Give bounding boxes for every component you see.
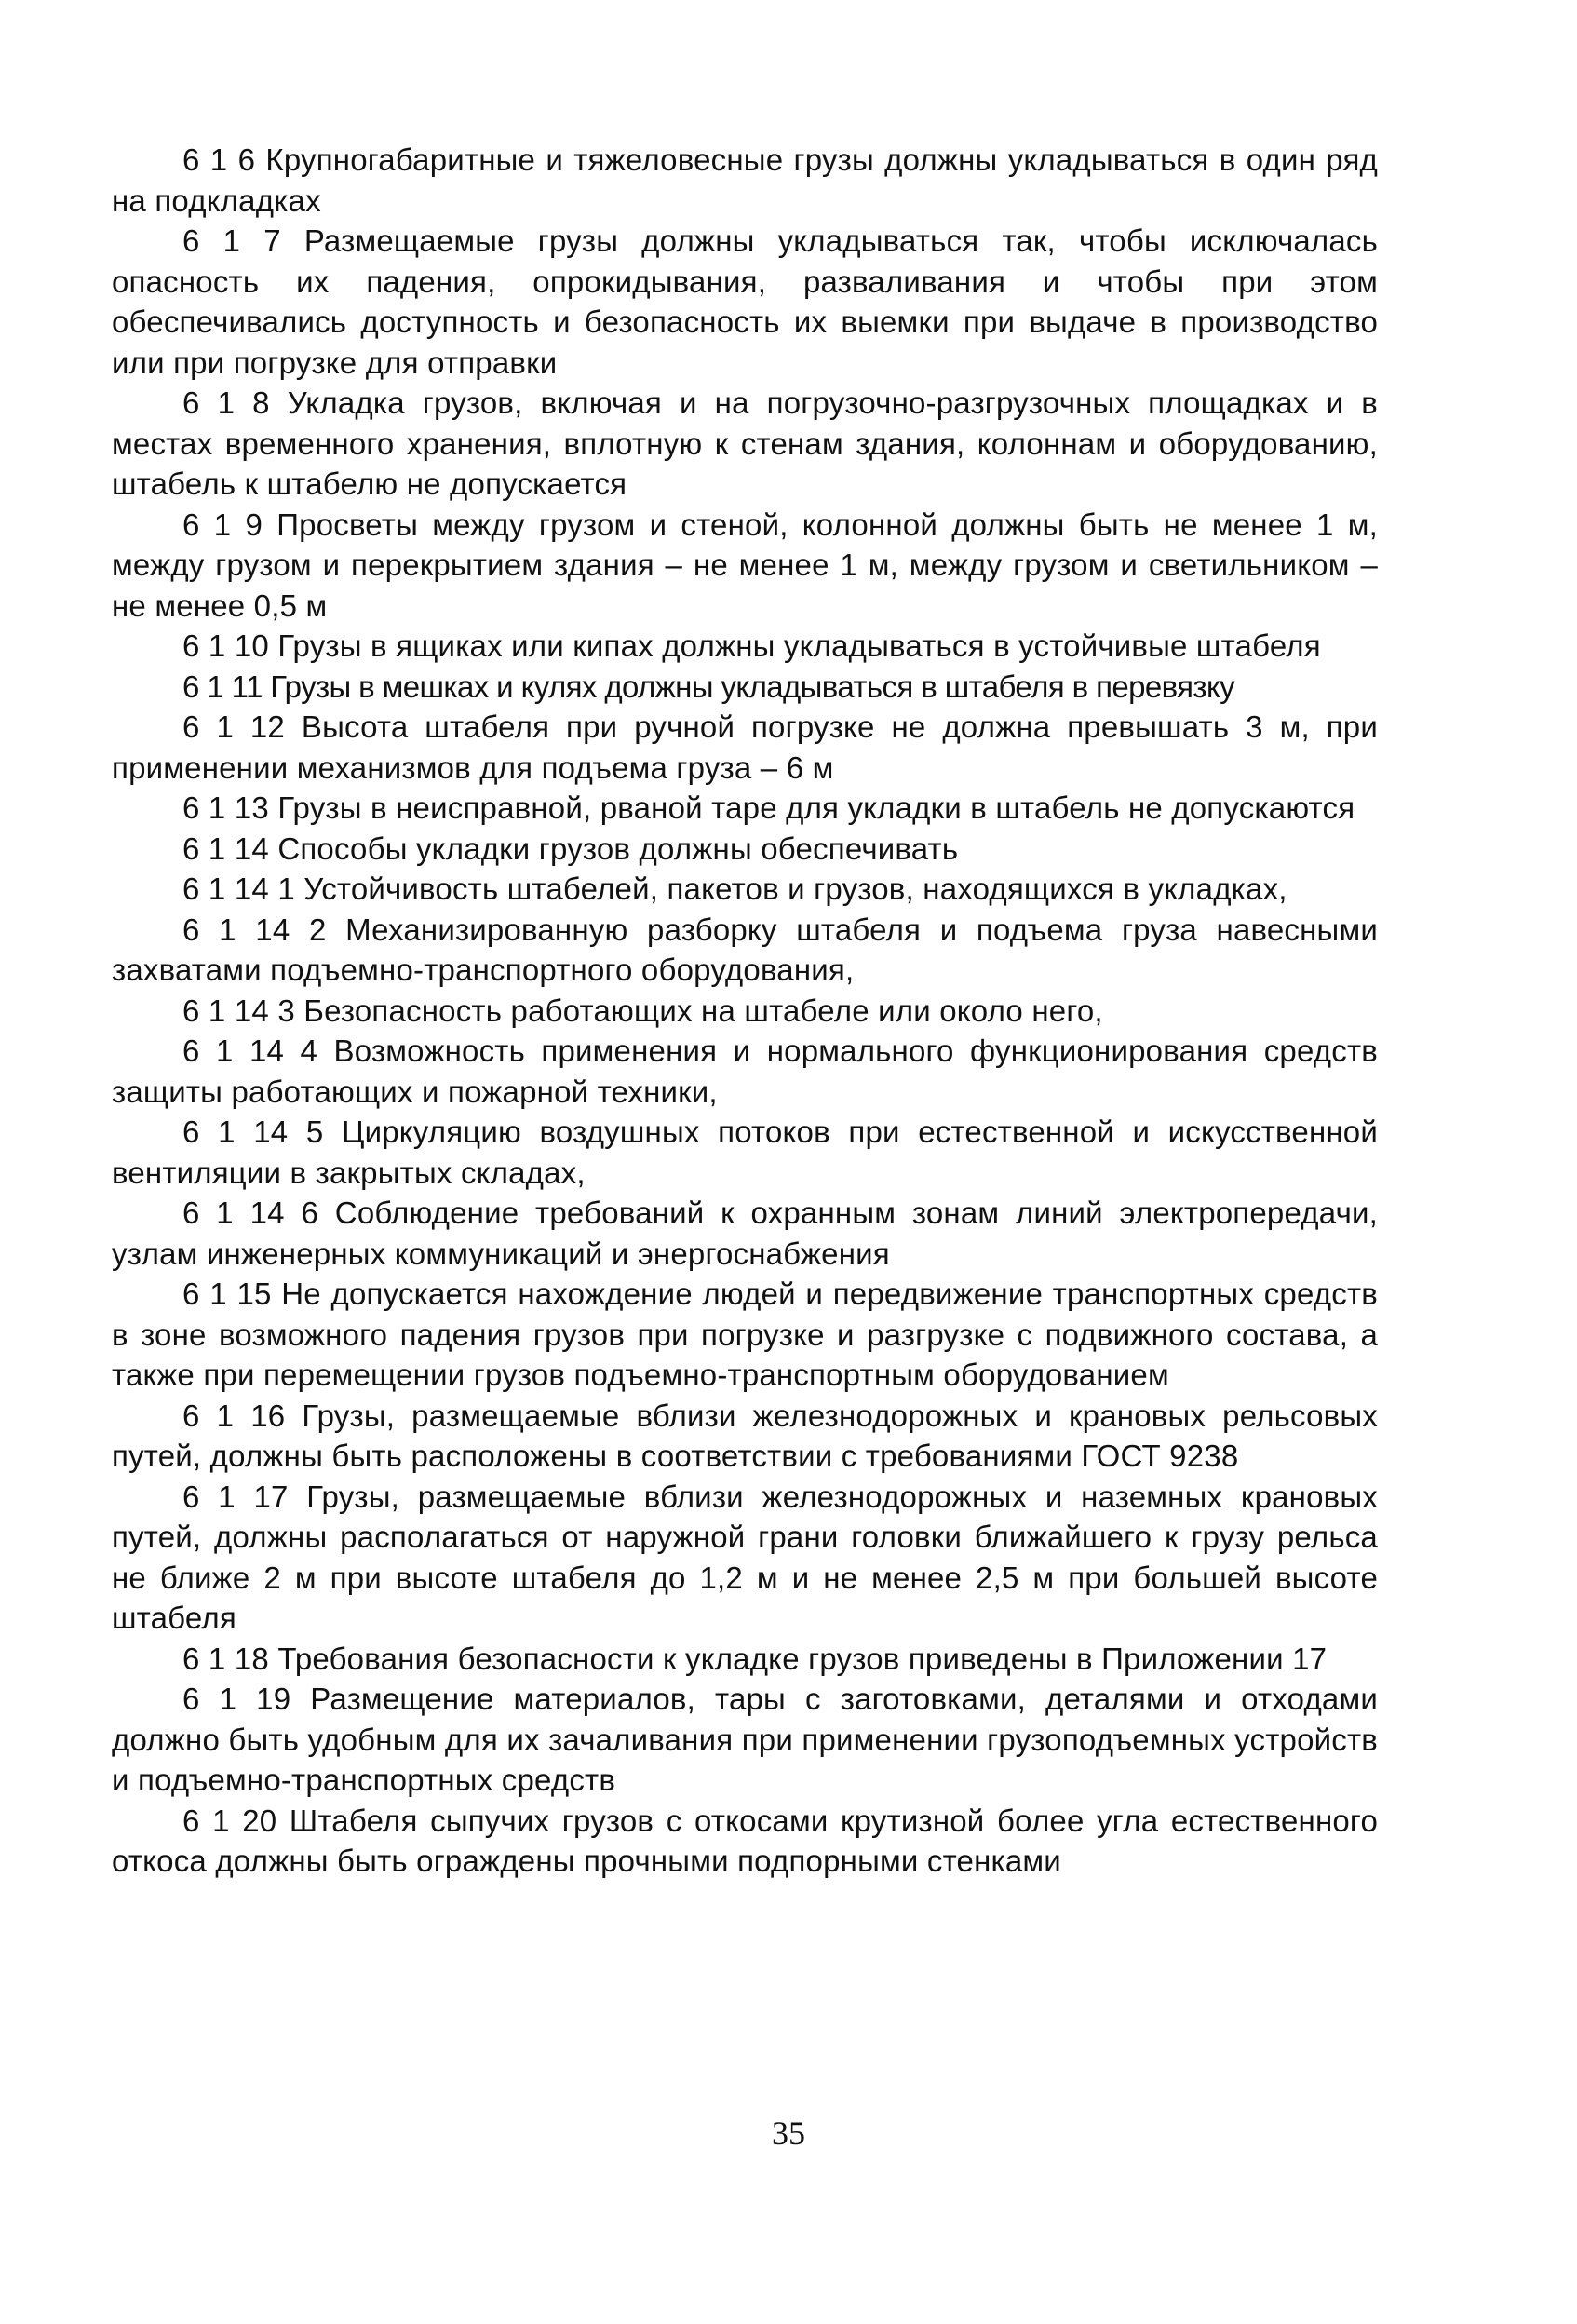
paragraph-6-1-16: 6 1 16 Грузы, размещаемые вблизи железнодорожных и крановых рельсовых путей, должны быть расположены в соответствии с требованиями ГОСТ 9238 [112,1398,1378,1473]
paragraph-6-1-17: 6 1 17 Грузы, размещаемые вблизи железнодорожных и наземных крановых путей, должны располагаться от наружной грани головки ближайшего к грузу рельса не ближе 2 м при высоте штабеля до 1,2 м и не менее 2,5 м при большей высоте штабеля [112,1479,1378,1635]
paragraph-6-1-15: 6 1 15 Не допускается нахождение людей и передвижение транспортных средств в зоне возможного падения грузов при погрузке и разгрузке с подвижного состава, а также при перемещении грузов подъемно-транспортным оборудованием [112,1277,1378,1392]
page-number: 35 [772,2115,805,2152]
paragraph-6-1-14-6: 6 1 14 6 Соблюдение требований к охранным зонам линий электропередачи, узлам инженерных коммуникаций и энергоснабжения [112,1196,1378,1271]
paragraph-6-1-7: 6 1 7 Размещаемые грузы должны укладываться так, чтобы исключалась опасность их падения, опрокидывания, разваливания и чтобы при этом обеспечивались доступность и безопасность их выемки при выдаче в производство или при погрузке для отправки [112,223,1378,380]
paragraph-6-1-14-1: 6 1 14 1 Устойчивость штабелей, пакетов и грузов, находящихся в укладках, [182,872,1287,906]
paragraph-6-1-9: 6 1 9 Просветы между грузом и стеной, колонной должны быть не менее 1 м, между грузом и перекрытием здания – не менее 1 м, между грузом и светильником – не менее 0,5 м [112,507,1378,623]
paragraph-6-1-11: 6 1 11 Грузы в мешках и кулях должны укладываться в штабеля в перевязку [182,669,1235,704]
paragraph-6-1-18: 6 1 18 Требования безопасности к укладке грузов приведены в Приложении 17 [182,1641,1328,1676]
paragraph-6-1-14-3: 6 1 14 3 Безопасность работающих на штабеле или около него, [182,993,1103,1028]
paragraph-6-1-20: 6 1 20 Штабеля сыпучих грузов с откосами крутизной более угла естественного откоса должны быть ограждены прочными подпорными стенками [112,1803,1378,1878]
paragraph-6-1-14: 6 1 14 Способы укладки грузов должны обеспечивать [182,831,959,866]
paragraph-6-1-14-2: 6 1 14 2 Механизированную разборку штабеля и подъема груза навесными захватами подъемно-транспортного оборудования, [112,912,1378,987]
body-text [112,140,1378,1882]
paragraph-6-1-6: 6 1 6 Крупногабаритные и тяжеловесные грузы должны укладываться в один ряд на подкладках [112,142,1378,218]
paragraph-6-1-14-5: 6 1 14 5 Циркуляцию воздушных потоков при естественной и искусственной вентиляции в закрытых складах, [112,1115,1378,1190]
paragraph-6-1-8: 6 1 8 Укладка грузов, включая и на погрузочно-разгрузочных площадках и в местах временного хранения, вплотную к стенам здания, колоннам и оборудованию, штабель к штабелю не допускается [112,385,1378,501]
paragraph-6-1-14-4: 6 1 14 4 Возможность применения и нормального функционирования средств защиты работающих и пожарной техники, [112,1034,1378,1109]
paragraph-6-1-19: 6 1 19 Размещение материалов, тары с заготовками, деталями и отходами должно быть удобным для их зачаливания при применении грузоподъемных устройств и подъемно-транспортных средств [112,1682,1378,1797]
paragraph-6-1-13: 6 1 13 Грузы в неисправной, рваной таре для укладки в штабель не допускаются [182,790,1355,825]
paragraph-6-1-10: 6 1 10 Грузы в ящиках или кипах должны укладываться в устойчивые штабеля [182,628,1321,663]
paragraph-6-1-12: 6 1 12 Высота штабеля при ручной погрузке не должна превышать 3 м, при применении механизмов для подъема груза – 6 м [112,709,1378,785]
